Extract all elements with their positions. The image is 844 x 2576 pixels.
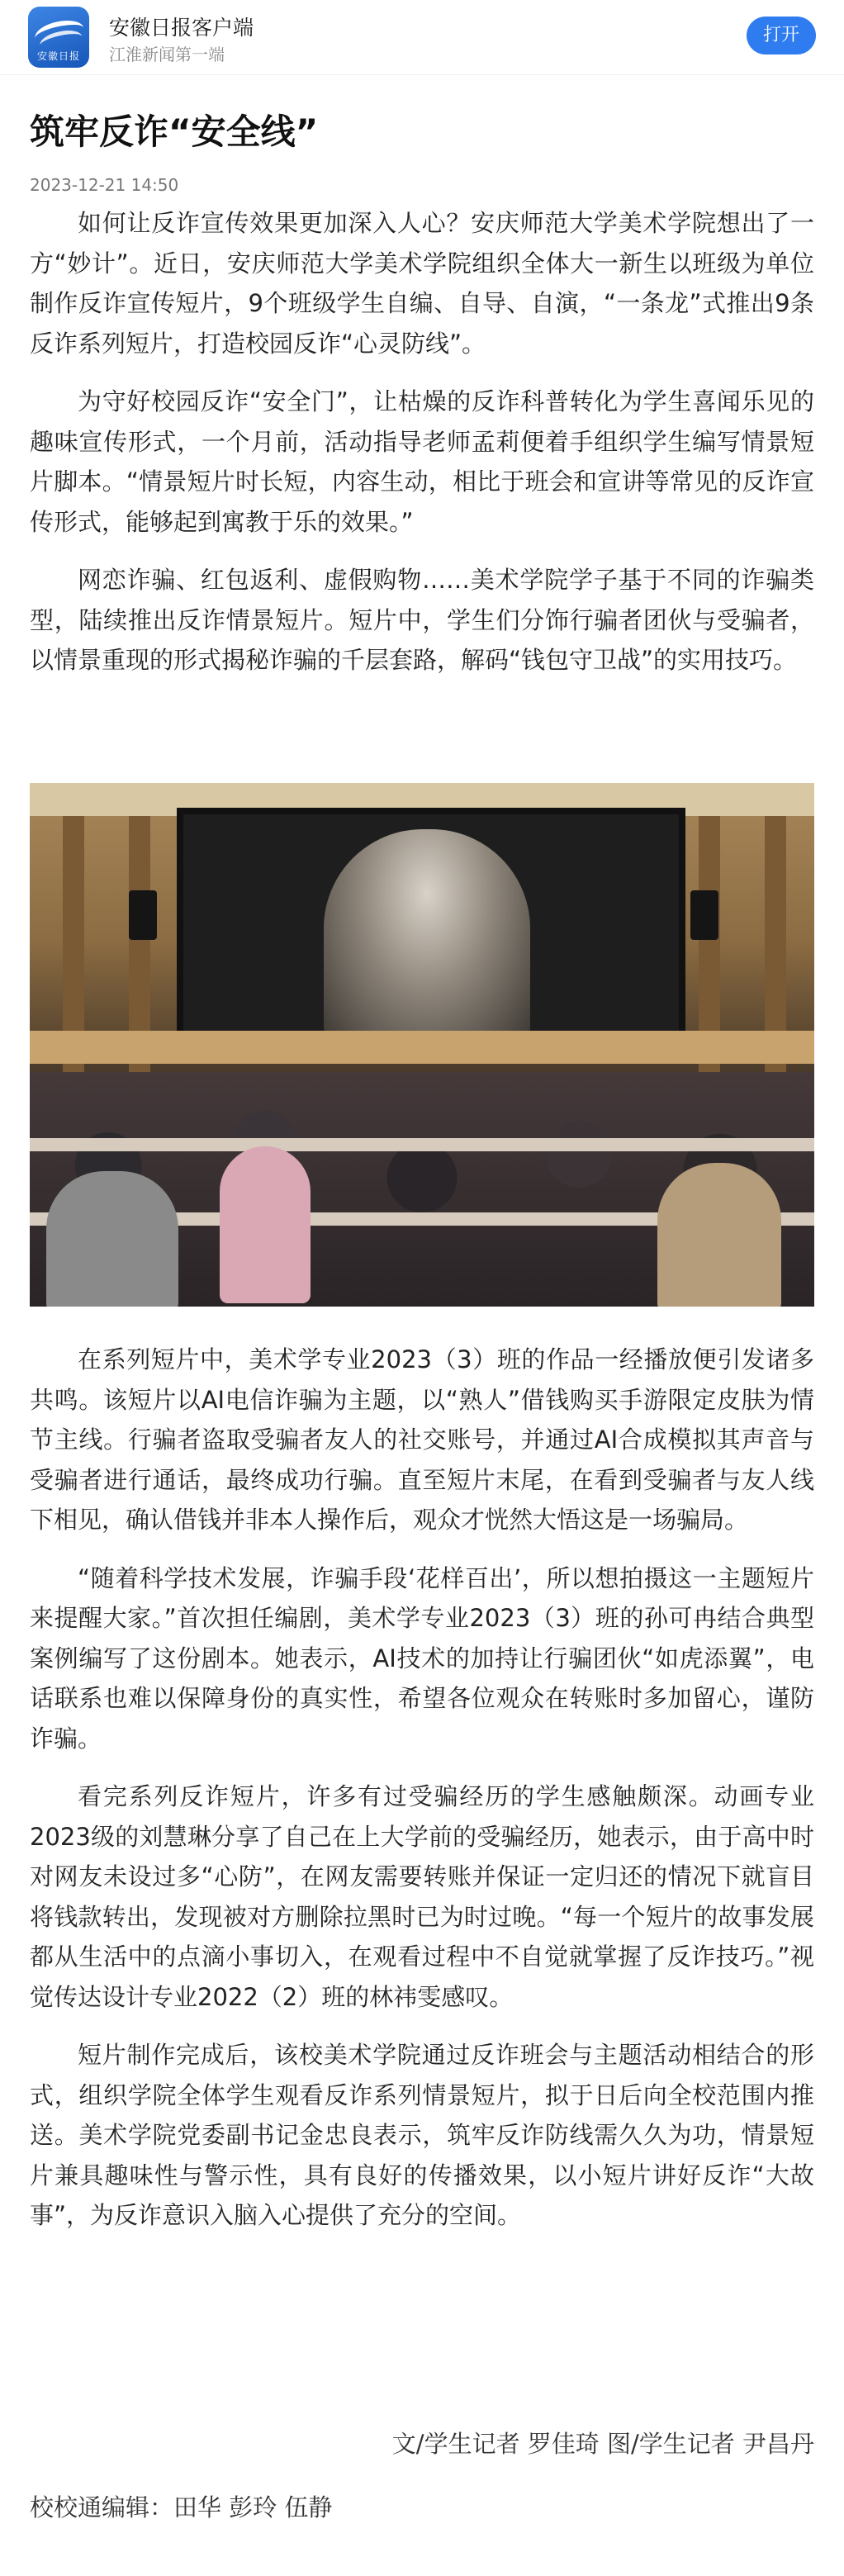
article-paragraph: 如何让反诈宣传效果更加深入人心？安庆师范大学美术学院想出了一方“妙计”。近日，安庆师范大学美术学院组织全体大一新生以班级为单位制作反诈宣传短片，9个班级学生自编、自导、自演，“一条龙”式推出9条反诈系列短片，打造校园反诈“心灵防线”。 [30,209,814,358]
app-logo-icon[interactable] [28,7,89,68]
article-paragraph: 为守好校园反诈“安全门”，让枯燥的反诈科普转化为学生喜闻乐见的趣味宣传形式，一个月前，活动指导老师孟莉便着手组织学生编写情景短片脚本。“情景短片时长短，内容生动，相比于班会和宣讲等常见的反诈宣传形式，能够起到寓教于乐的效果。” [30,387,814,536]
app-slogan: 江淮新闻第一端 [109,45,225,64]
article-paragraph: 网恋诈骗、红包返利、虚假购物……美术学院学子基于不同的诈骗类型，陆续推出反诈情景短片。短片中，学生们分饰行骗者团伙与受骗者，以情景重现的形式揭秘诈骗的千层套路，解码“钱包守卫战”的实用技巧。 [30,566,814,674]
article-paragraph: “随着科学技术发展，诈骗手段‘花样百出’，所以想拍摄这一主题短片来提醒大家。”首次担任编剧，美术学专业2023（3）班的孙可冉结合典型案例编写了这份剧本。她表示，AI技术的加持让行骗团伙“如虎添翼”，电话联系也难以保障身份的真实性，希望各位观众在转账时多加留心，谨防诈骗。 [30,1563,814,1753]
article-paragraph: 短片制作完成后，该校美术学院通过反诈班会与主题活动相结合的形式，组织学院全体学生观看反诈系列情景短片，拟于日后向全校范围内推送。美术学院党委副书记金忠良表示，筑牢反诈防线需久久为功，情景短片兼具趣味性与警示性，具有良好的传播效果，以小短片讲好反诈“大故事”，为反诈意识入脑入心提供了充分的空间。 [30,2041,814,2229]
editor-credit: 校校通编辑：田华 彭玲 伍静 [30,2493,333,2521]
app-download-banner [0,0,844,75]
article [30,107,814,2521]
app-logo-text: 安徽日报 [36,50,80,62]
publish-date: 2023-12-21 14:50 [30,175,179,195]
projection-screen [177,808,685,1060]
article-paragraph: 看完系列反诈短片，许多有过受骗经历的学生感触颇深。动画专业2023级的刘慧琳分享了自己在上大学前的受骗经历，她表示，由于高中时对网友未设过多“心防”，在网友需要转账并保证一定归还的情况下就盲目将钱款转出，发现被对方删除拉黑时已为时过晚。“每一个短片的故事发展都从生活中的点滴小事切入，在观看过程中不自觉就掌握了反诈技巧。”视觉传达设计专业2022（2）班的林祎雯感叹。 [30,1782,814,2011]
open-app-button[interactable]: 打开 [747,17,816,55]
app-name: 安徽日报客户端 [109,16,254,40]
article-title: 筑牢反诈“安全线” [30,111,319,152]
author-byline: 文/学生记者 罗佳琦 图/学生记者 尹昌丹 [391,2430,814,2458]
article-photo[interactable] [30,783,814,1307]
article-paragraph: 在系列短片中，美术学专业2023（3）班的作品一经播放便引发诸多共鸣。该短片以AI电信诈骗为主题，以“熟人”借钱购买手游限定皮肤为情节主线。行骗者盗取受骗者友人的社交账号，并通过AI合成模拟其声音与受骗者进行通话，最终成功行骗。直至短片末尾，在看到受骗者与友人线下相见，确认借钱并非本人操作后，观众才恍然大悟这是一场骗局。 [30,1345,814,1534]
